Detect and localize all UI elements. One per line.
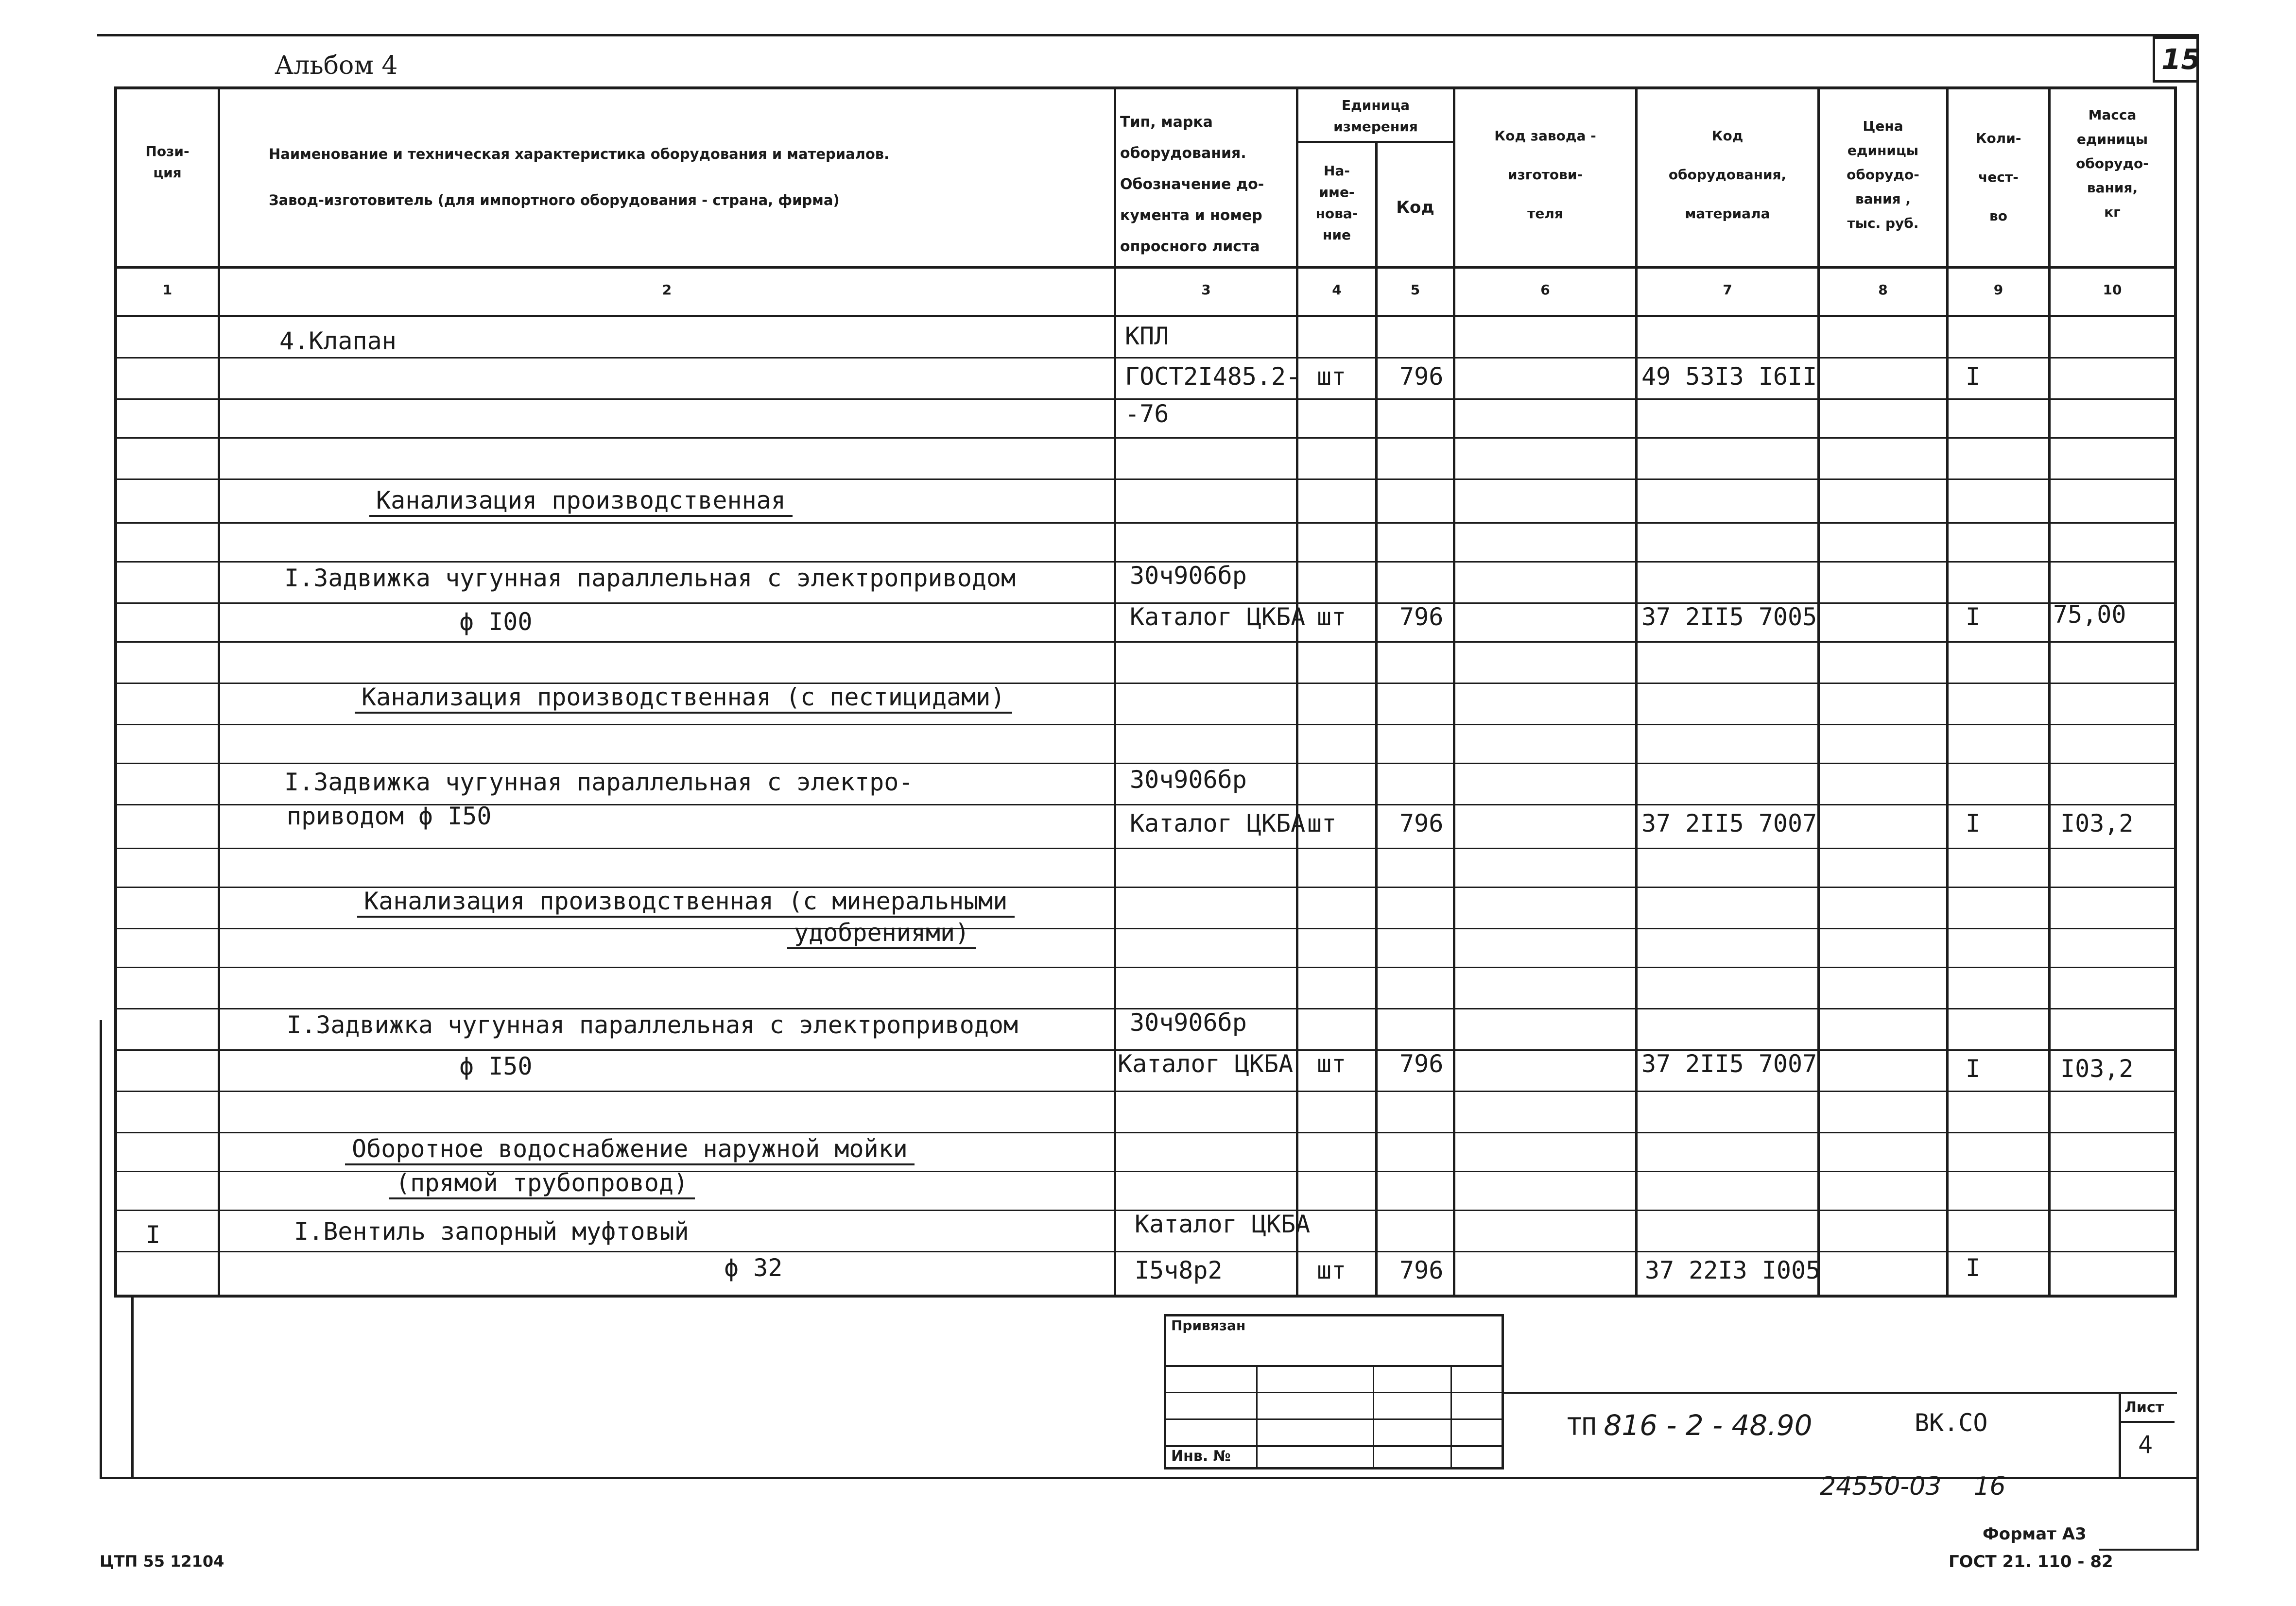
col-header-quantity: Коли- чест- во: [1975, 130, 2021, 224]
footer-code: ЦТП 55 12104: [100, 1552, 224, 1571]
table-row-mass: 75,00: [2053, 600, 2126, 629]
row-divider: [117, 357, 2174, 359]
table-row-type: 30ч906бр: [1130, 1008, 1247, 1037]
gost-label: ГОСТ 21. 110 - 82: [1949, 1552, 2113, 1572]
sheet-number: 4: [2138, 1431, 2153, 1459]
col-header-unit-code: Код: [1396, 198, 1434, 217]
table-row-type: Каталог ЦКБА: [1130, 809, 1306, 837]
col-number-10: 10: [2103, 282, 2122, 298]
format-label: Формат А3: [1983, 1524, 2087, 1544]
table-row-unit: шт: [1317, 1050, 1347, 1078]
table-row-material-code: 37 2II5 7007: [1641, 809, 1817, 837]
row-divider: [117, 522, 2174, 524]
stamp-privyazan-label: Привязан: [1171, 1317, 1246, 1333]
col-number-1: 1: [162, 282, 173, 298]
table-row-code: 796: [1399, 1050, 1444, 1078]
table-row-code: 796: [1399, 1256, 1444, 1284]
row-divider: [117, 1091, 2174, 1092]
table-row-name: ϕ I50: [459, 1052, 533, 1080]
table-row-material-code: 37 2II5 7007: [1641, 1050, 1817, 1078]
table-row-type: КПЛ: [1125, 322, 1169, 350]
table-row-type: Каталог ЦКБА: [1130, 603, 1306, 631]
section-heading: Канализация производственная: [369, 486, 793, 517]
table-row-type: I5ч8р2: [1135, 1256, 1223, 1284]
section-heading: Оборотное водоснабжение наружной мойки: [345, 1134, 915, 1165]
row-divider: [117, 1251, 2174, 1252]
row-divider: [117, 1132, 2174, 1133]
col-header-material-code: Код оборудования, материала: [1668, 128, 1787, 222]
table-row-type: -76: [1125, 400, 1169, 428]
col-header-position: Пози- ция: [145, 143, 190, 181]
table-row-name: I.Задвижка чугунная параллельная с электроприводом: [287, 1011, 1019, 1039]
table-row-position: I: [146, 1221, 161, 1249]
col-number-3: 3: [1201, 282, 1211, 298]
table-row-type: 30ч906бр: [1130, 562, 1247, 590]
handwritten-registration: 24550-03 16: [1820, 1472, 2006, 1501]
document-code: ВК.СО: [1915, 1409, 1988, 1437]
col-number-7: 7: [1723, 282, 1732, 298]
col-number-8: 8: [1878, 282, 1888, 298]
table-row-code: 796: [1399, 603, 1444, 631]
col-header-unit: Единица измерения: [1333, 97, 1418, 135]
col-number-5: 5: [1410, 282, 1420, 298]
stamp-inventory-label: Инв. №: [1171, 1448, 1231, 1465]
table-row-name: ϕ I00: [459, 608, 533, 636]
col-header-type: Тип, марка оборудования. Обозначение до- кумента и номер опросного листа: [1120, 114, 1264, 255]
table-row-name: ϕ 32: [724, 1254, 783, 1282]
table-row-unit: шт: [1317, 362, 1347, 391]
table-row-type: Каталог ЦКБА: [1135, 1210, 1311, 1238]
table-row-type: Каталог ЦКБА: [1118, 1050, 1294, 1078]
table-row-unit: шт: [1317, 603, 1347, 631]
table-row-quantity: I: [1966, 1055, 1981, 1083]
table-row-type: ГОСТ2I485.2-: [1125, 362, 1301, 391]
table-row-material-code: 37 22I3 I005: [1645, 1256, 1821, 1284]
table-row-type: 30ч906бр: [1130, 766, 1247, 794]
document-designation: ТП 816 - 2 - 48.90: [1567, 1409, 1813, 1442]
table-row-name: 4.Клапан: [279, 327, 397, 355]
table-row-material-code: 49 53I3 I6II: [1641, 362, 1817, 391]
table-row-quantity: I: [1966, 362, 1981, 391]
table-row-unit: шт: [1307, 809, 1337, 837]
col-number-2: 2: [662, 282, 672, 298]
section-heading-continued: (прямой трубопровод): [389, 1168, 695, 1199]
row-divider: [117, 437, 2174, 439]
row-divider: [117, 928, 2174, 929]
table-row-name: приводом ϕ I50: [287, 802, 492, 830]
col-header-name: Наименование и техническая характеристика оборудования и материалов. Завод-изготовитель (для импортного оборудования - страна, фирма): [269, 146, 890, 208]
section-heading-continued: удобрениями): [787, 918, 976, 949]
section-heading: Канализация производственная (с пестицидами): [355, 683, 1012, 714]
table-row-name: I.Задвижка чугунная параллельная с электро-: [284, 768, 914, 796]
col-number-6: 6: [1540, 282, 1550, 298]
table-row-name: I.Вентиль запорный муфтовый: [294, 1217, 689, 1246]
col-header-price: Цена единицы оборудо- вания , тыс. руб.: [1847, 118, 1919, 231]
col-number-4: 4: [1332, 282, 1342, 298]
row-divider: [117, 763, 2174, 764]
table-row-quantity: I: [1966, 809, 1981, 837]
table-row-name: I.Задвижка чугунная параллельная с электроприводом: [284, 564, 1016, 592]
table-row-unit: шт: [1317, 1256, 1347, 1284]
row-divider: [117, 478, 2174, 480]
sheet-label: Лист: [2124, 1399, 2164, 1416]
table-row-material-code: 37 2II5 7005: [1641, 603, 1817, 631]
sheet-corner-number: 15: [2161, 43, 2201, 76]
table-row-mass: I03,2: [2060, 1055, 2134, 1083]
table-row-quantity: I: [1966, 1254, 1981, 1282]
col-number-9: 9: [1993, 282, 2003, 298]
row-divider: [117, 724, 2174, 725]
col-header-unit-name: На- име- нова- ние: [1315, 163, 1358, 243]
album-title: Альбом 4: [275, 51, 398, 80]
row-divider: [117, 967, 2174, 968]
table-row-code: 796: [1399, 809, 1444, 837]
table-row-mass: I03,2: [2060, 809, 2134, 837]
section-heading: Канализация производственная (с минеральными: [357, 887, 1015, 918]
table-row-quantity: I: [1966, 603, 1981, 631]
col-header-mass: Масса единицы оборудо- вания, кг: [2076, 107, 2149, 220]
col-header-plant-code: Код завода - изготови- теля: [1494, 128, 1596, 222]
row-divider: [117, 848, 2174, 849]
row-divider: [117, 641, 2174, 643]
table-row-code: 796: [1399, 362, 1444, 391]
